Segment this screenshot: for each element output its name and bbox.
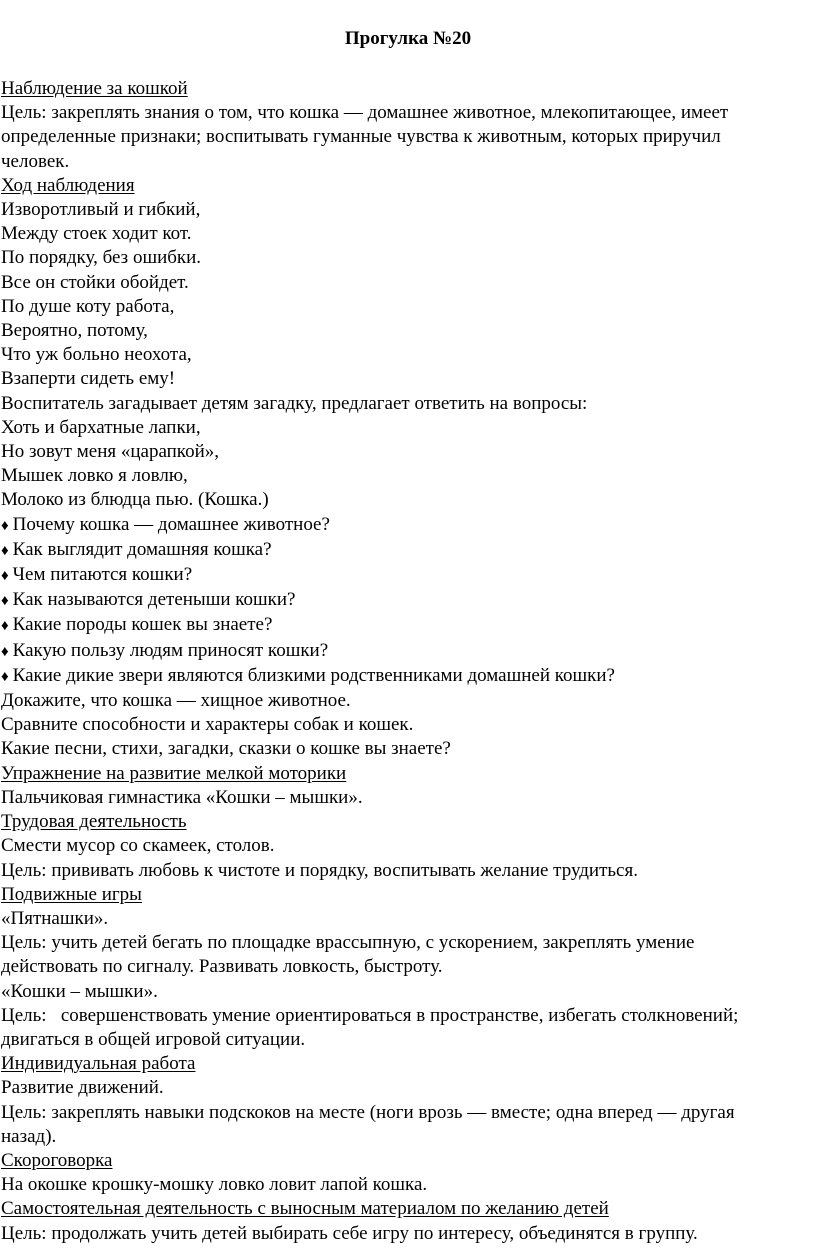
- poem-line-8: Взаперти сидеть ему!: [1, 368, 176, 390]
- poem-line-7: Что уж больно неохота,: [1, 344, 192, 366]
- task-line-1: Докажите, что кошка — хищное животное.: [1, 690, 351, 712]
- individual-goal-line-2: назад).: [1, 1125, 57, 1147]
- question-text: Как называются детеныши кошки?: [12, 589, 296, 611]
- question-item: [1, 613, 814, 638]
- individual-goal-line-1: Цель: закреплять навыки подскоков на месте (ноги врозь — вместе; одна вперед — другая: [1, 1101, 735, 1123]
- question-text: Как выглядит домашняя кошка?: [12, 538, 272, 560]
- diamond-bullet-icon: ♦: [1, 542, 9, 559]
- question-text: Почему кошка — домашнее животное?: [12, 513, 330, 535]
- game1-goal-line-2: действовать по сигналу. Развивать ловкость, быстроту.: [1, 956, 443, 978]
- observation-goal-line-1: Цель: закреплять знания о том, что кошка — домашнее животное, млекопитающее, имеет: [1, 102, 729, 124]
- motor-text: Пальчиковая гимнастика «Кошки – мышки».: [1, 786, 363, 808]
- labor-heading: Трудовая деятельность: [1, 811, 187, 833]
- task-line-2: Сравните способности и характеры собак и кошек.: [1, 714, 414, 736]
- individual-text: Развитие движений.: [1, 1077, 164, 1099]
- games-heading: Подвижные игры: [1, 883, 142, 905]
- tongue-twister-heading: Скороговорка: [1, 1149, 113, 1171]
- question-item: [1, 588, 814, 613]
- observation-goal-line-3: человек.: [1, 150, 70, 172]
- question-item: [1, 664, 814, 689]
- riddle-line-3: Мышек ловко я ловлю,: [1, 465, 188, 487]
- diamond-bullet-icon: ♦: [1, 668, 9, 685]
- diamond-bullet-icon: ♦: [1, 643, 9, 660]
- question-text: Какие породы кошек вы знаете?: [12, 614, 273, 636]
- independent-goal: Цель: продолжать учить детей выбирать себе игру по интересу, объединятся в группу.: [1, 1222, 698, 1244]
- labor-goal: Цель: прививать любовь к чистоте и порядку, воспитывать желание трудиться.: [1, 859, 638, 881]
- diamond-bullet-icon: ♦: [1, 568, 9, 585]
- poem-line-4: Все он стойки обойдет.: [1, 271, 189, 293]
- game2-goal-line-1: Цель: совершенствовать умение ориентироваться в пространстве, избегать столкновений;: [1, 1004, 739, 1026]
- course-heading: Ход наблюдения: [1, 174, 135, 196]
- poem-line-1: Изворотливый и гибкий,: [1, 199, 201, 221]
- poem-line-3: По порядку, без ошибки.: [1, 247, 202, 269]
- page-title: Прогулка №20: [344, 28, 472, 49]
- independent-heading: Самостоятельная деятельность с выносным материалом по желанию детей: [1, 1198, 609, 1220]
- motor-heading: Упражнение на развитие мелкой моторики: [1, 762, 347, 784]
- riddle-line-2: Но зовут меня «царапкой»,: [1, 441, 219, 463]
- game1-name: «Пятнашки».: [1, 907, 109, 929]
- diamond-bullet-icon: ♦: [1, 593, 9, 610]
- riddle-line-1: Хоть и бархатные лапки,: [1, 416, 201, 438]
- question-text: Какую пользу людям приносят кошки?: [12, 639, 329, 661]
- question-item: [1, 513, 814, 538]
- individual-heading: Индивидуальная работа: [1, 1053, 196, 1075]
- task-line-3: Какие песни, стихи, загадки, сказки о кошке вы знаете?: [1, 738, 451, 760]
- question-item: [1, 563, 814, 588]
- question-text: Какие дикие звери являются близкими родственниками домашней кошки?: [12, 664, 615, 686]
- question-item: [1, 538, 814, 563]
- diamond-bullet-icon: ♦: [1, 618, 9, 635]
- diamond-bullet-icon: ♦: [1, 517, 9, 534]
- game2-goal-line-2: двигаться в общей игровой ситуации.: [1, 1028, 306, 1050]
- game2-name: «Кошки – мышки».: [1, 980, 158, 1002]
- labor-text: Смести мусор со скамеек, столов.: [1, 835, 275, 857]
- observation-goal-line-2: определенные признаки; воспитывать гуманные чувства к животным, которых приручил: [1, 126, 721, 148]
- document-body: [0, 77, 816, 1246]
- question-item: [1, 639, 814, 664]
- observation-heading: Наблюдение за кошкой: [1, 78, 188, 99]
- tongue-twister-text: На окошке крошку-мошку ловко ловит лапой кошка.: [1, 1174, 428, 1196]
- poem-line-2: Между стоек ходит кот.: [1, 223, 192, 245]
- question-text: Чем питаются кошки?: [12, 564, 193, 586]
- poem-line-6: Вероятно, потому,: [1, 320, 148, 342]
- riddle-intro: Воспитатель загадывает детям загадку, предлагает ответить на вопросы:: [1, 392, 588, 414]
- riddle-line-4: Молоко из блюдца пью. (Кошка.): [1, 489, 269, 511]
- poem-line-5: По душе коту работа,: [1, 295, 175, 317]
- game1-goal-line-1: Цель: учить детей бегать по площадке врассыпную, с ускорением, закреплять умение: [1, 932, 695, 954]
